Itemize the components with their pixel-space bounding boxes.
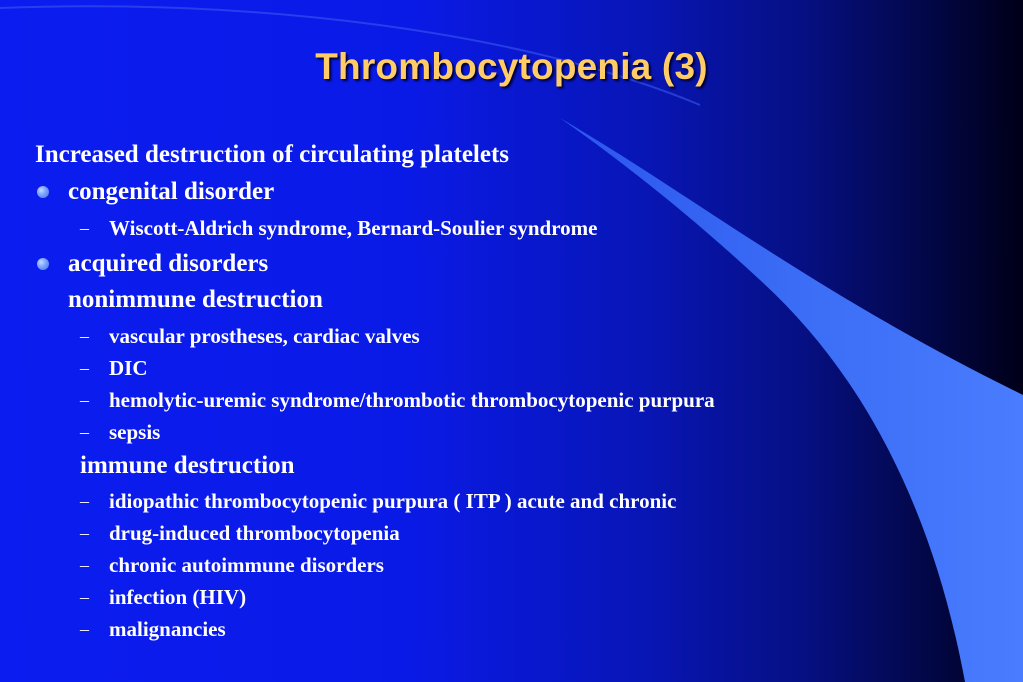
dash-icon: –	[80, 390, 89, 410]
dash-icon: –	[80, 491, 89, 511]
bullet-congenital: congenital disorder	[68, 178, 275, 205]
slide-title: Thrombocytopenia (3)	[315, 46, 708, 87]
list-item: drug-induced thrombocytopenia	[109, 521, 400, 545]
list-item: infection (HIV)	[109, 585, 247, 609]
heading: Increased destruction of circulating platelets	[35, 141, 510, 168]
group-nonimmune: nonimmune destruction	[68, 286, 323, 313]
dash-icon: –	[80, 326, 89, 346]
dash-icon: –	[80, 619, 89, 639]
list-item: hemolytic-uremic syndrome/thrombotic thrombocytopenic purpura	[109, 388, 715, 412]
group-immune: immune destruction	[80, 452, 295, 479]
dash-icon: –	[80, 422, 89, 442]
list-item: Wiscott-Aldrich syndrome, Bernard-Soulier syndrome	[109, 216, 598, 240]
dash-icon: –	[80, 523, 89, 543]
bullet-dot-icon	[37, 186, 49, 198]
list-item: chronic autoimmune disorders	[109, 553, 384, 577]
bullet-dot-icon	[37, 258, 49, 270]
dash-icon: –	[80, 358, 89, 378]
list-item: vascular prostheses, cardiac valves	[109, 324, 420, 348]
list-item: sepsis	[109, 420, 161, 444]
bullet-acquired: acquired disorders	[68, 250, 269, 277]
list-item: malignancies	[109, 617, 226, 641]
dash-icon: –	[80, 218, 89, 238]
dash-icon: –	[80, 555, 89, 575]
list-item: DIC	[109, 356, 148, 380]
list-item: idiopathic thrombocytopenic purpura ( ITP ) acute and chronic	[109, 489, 677, 513]
dash-icon: –	[80, 587, 89, 607]
